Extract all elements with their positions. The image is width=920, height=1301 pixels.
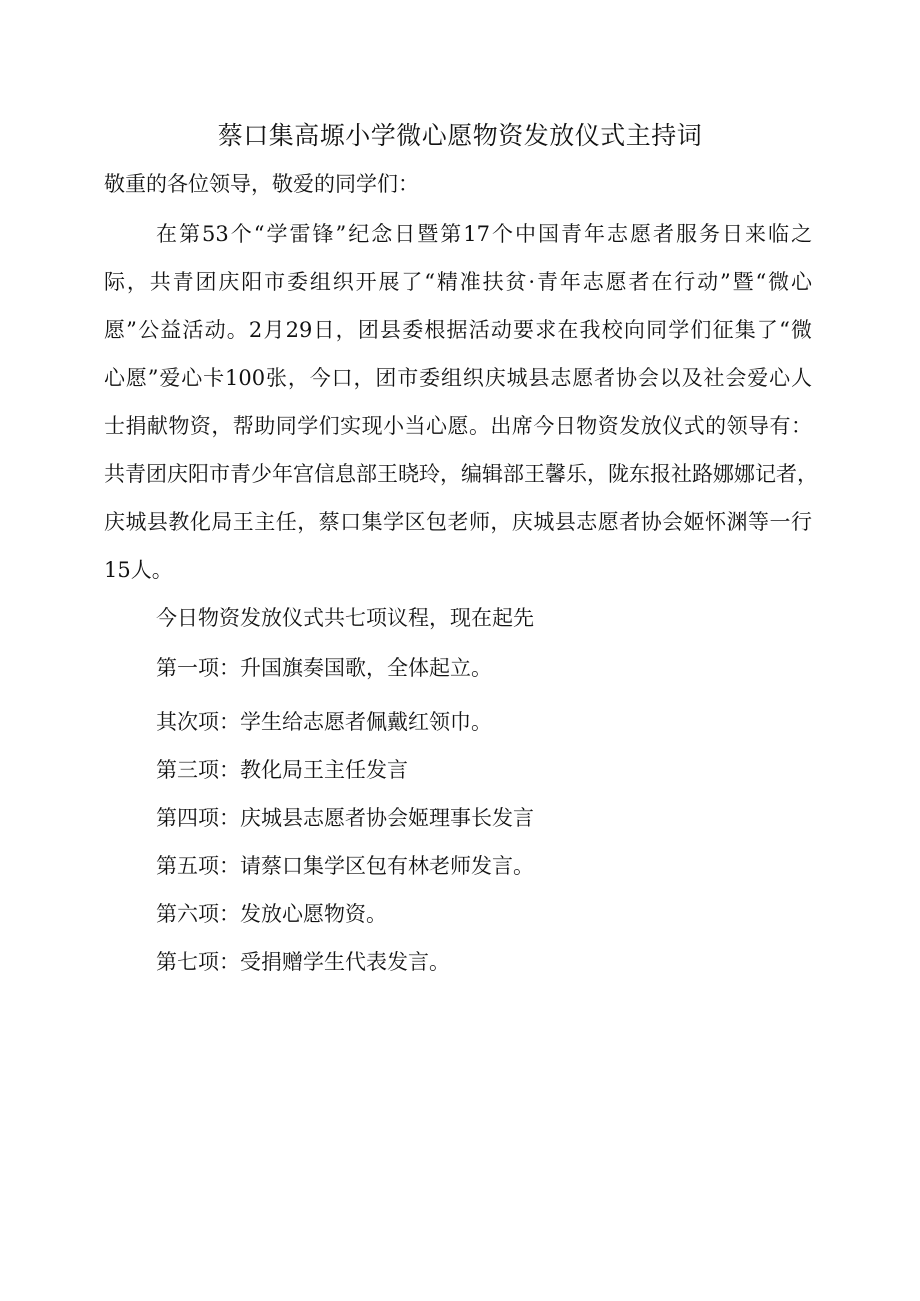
agenda-item: 第六项：发放心愿物资。	[156, 902, 387, 926]
agenda-intro: 今日物资发放仪式共七项议程，现在起先	[156, 606, 534, 630]
agenda-item: 第五项：请蔡口集学区包有林老师发言。	[156, 854, 534, 878]
agenda-item: 其次项：学生给志愿者佩戴红领巾。	[156, 710, 492, 734]
agenda-item: 第一项：升国旗奏国歌，全体起立。	[156, 656, 492, 680]
agenda-item: 第三项：教化局王主任发言	[156, 758, 408, 782]
paragraph-line: 在第53个“学雷锋”纪念日暨第17个中国青年志愿者服务日来临之	[156, 222, 812, 246]
opening-paragraph	[104, 210, 818, 594]
paragraph-line: 心愿”爱心卡100张，今口，团市委组织庆城县志愿者协会以及社会爱心人	[104, 366, 812, 390]
agenda-list	[156, 644, 534, 986]
paragraph-line: 际，共青团庆阳市委组织开展了“精准扶贫·青年志愿者在行动”暨“微心	[104, 270, 812, 294]
paragraph-line: 士捐献物资，帮助同学们实现小当心愿。出席今日物资发放仪式的领导有：	[104, 414, 812, 438]
agenda-item: 第四项：庆城县志愿者协会姬理事长发言	[156, 806, 534, 830]
paragraph-line: 庆城县教化局王主任，蔡口集学区包老师，庆城县志愿者协会姬怀渊等一行	[104, 510, 812, 534]
paragraph-line: 共青团庆阳市青少年宫信息部王晓玲，编辑部王馨乐，陇东报社路娜娜记者，	[104, 462, 818, 486]
paragraph-line: 15人。	[104, 558, 173, 582]
salutation: 敬重的各位领导，敬爱的同学们：	[104, 172, 419, 196]
paragraph-line: 愿”公益活动。2月29日，团县委根据活动要求在我校向同学们征集了“微	[104, 318, 812, 342]
agenda-item: 第七项：受捐赠学生代表发言。	[156, 950, 450, 974]
document-title: 蔡口集高塬小学微心愿物资发放仪式主持词	[217, 121, 703, 150]
